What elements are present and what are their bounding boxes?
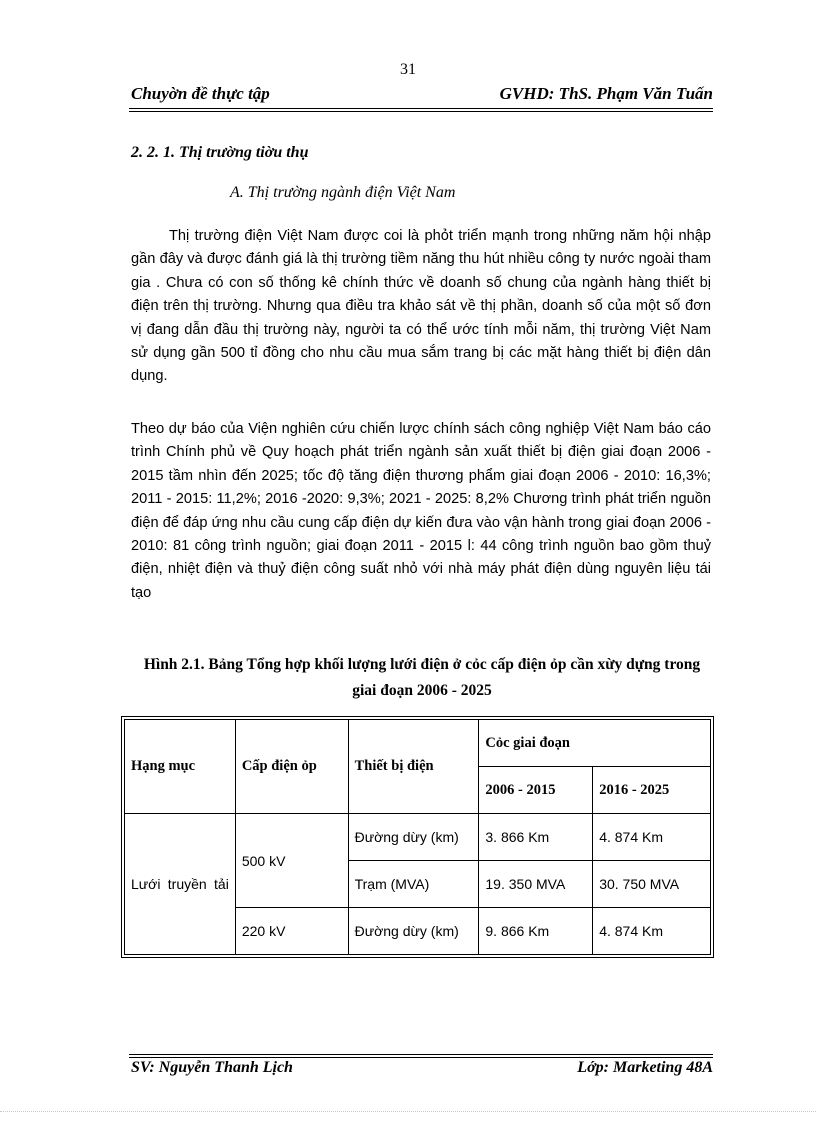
body-paragraph-2: Theo dự báo của Viện nghiên cứu chiến lược chính sách công nghiệp Việt Nam báo cáo trình Chính phủ về Quy hoạch phát triển ngành sản xuất thiết bị điện giai đoạn 2006 - 2015 tầm nhìn đến 2025; tốc độ tăng điện thương phẩm giai đoạn 2006 - 2010: 16,3%; 2011 - 2015: 11,2%; 2016 -2020: 9,3%; 2021 - 2025: 8,2% Chương trình phát triển nguồn điện để đáp ứng nhu cầu cung cấp điện dự kiến đưa vào vận hành trong giai đoạn 2006 - 2010: 81 công trình nguồn; giai đoạn 2011 - 2015 l: 44 công trình nguồn bao gồm thuỷ điện, nhiệt điện và thuỷ điện công suất nhỏ với nhà máy phát điện dùng nguyên liệu tái tạo: [131, 421, 711, 601]
header-periods: Cỏc giai đoạn: [479, 720, 711, 767]
section-heading: 2. 2. 1. Thị trường tiờu thụ: [131, 144, 309, 161]
page-bottom-dotted-line: [0, 1111, 816, 1112]
page-number: 31: [400, 61, 416, 78]
footer-divider: [129, 1054, 713, 1058]
header-document-title: Chuyờn đề thực tập: [131, 84, 270, 103]
table-cell-equipment: Đường dừy (km): [348, 814, 479, 861]
header-divider: [129, 108, 713, 112]
figure-caption: Hình 2.1. Bảng Tổng hợp khối lượng lưới điện ở cỏc cấp điện ỏp cần xừy dựng trong giai đoạn 2006 - 2025: [143, 656, 701, 699]
table-row: [125, 814, 711, 861]
table-cell-value: 30. 750 MVA: [593, 861, 711, 908]
table-cell-value: 3. 866 Km: [479, 814, 593, 861]
table-cell-voltage: 500 kV: [235, 814, 348, 908]
table-cell-value: 9. 866 Km: [479, 908, 593, 955]
table-group-label: Lưới truyền tải: [125, 814, 236, 955]
header-category: Hạng mục: [125, 720, 236, 814]
table-cell-value: 4. 874 Km: [593, 908, 711, 955]
table-cell-equipment: Đường dừy (km): [348, 908, 479, 955]
header-supervisor: GVHD: ThS. Phạm Văn Tuấn: [499, 84, 713, 103]
table-cell-voltage: 220 kV: [235, 908, 348, 955]
table-cell-value: 19. 350 MVA: [479, 861, 593, 908]
table-header-row: [125, 720, 711, 767]
header-period-2006-2015: 2006 - 2015: [479, 767, 593, 814]
body-paragraph-1: Thị trường điện Việt Nam được coi là phỏt triển mạnh trong những năm hội nhập gần đây và được đánh giá là thị trường tiềm năng thu hút nhiều công ty nước ngoài tham gia . Chưa có con số thống kê chính thức về doanh số chung của ngành hàng thiết bị điện trên thị trường. Nhưng qua điều tra khảo sát về thị phần, doanh số của một số đơn vị đang dẫn đầu thị trường này, người ta có thể ước tính mỗi năm, thị trường Việt Nam sử dụng gần 500 tỉ đồng cho nhu cầu mua sắm trang bị các mặt hàng thiết bị điện dân dụng.: [131, 228, 711, 385]
table-cell-equipment: Trạm (MVA): [348, 861, 479, 908]
data-table: [124, 719, 711, 955]
header-voltage: Cấp điện ỏp: [235, 720, 348, 814]
footer-class: Lớp: Marketing 48A: [577, 1059, 713, 1076]
header-equipment: Thiết bị điện: [348, 720, 479, 814]
subsection-heading: A. Thị trường ngành điện Việt Nam: [230, 184, 456, 201]
table-cell-value: 4. 874 Km: [593, 814, 711, 861]
header-period-2016-2025: 2016 - 2025: [593, 767, 711, 814]
footer-student: SV: Nguyễn Thanh Lịch: [131, 1059, 293, 1076]
